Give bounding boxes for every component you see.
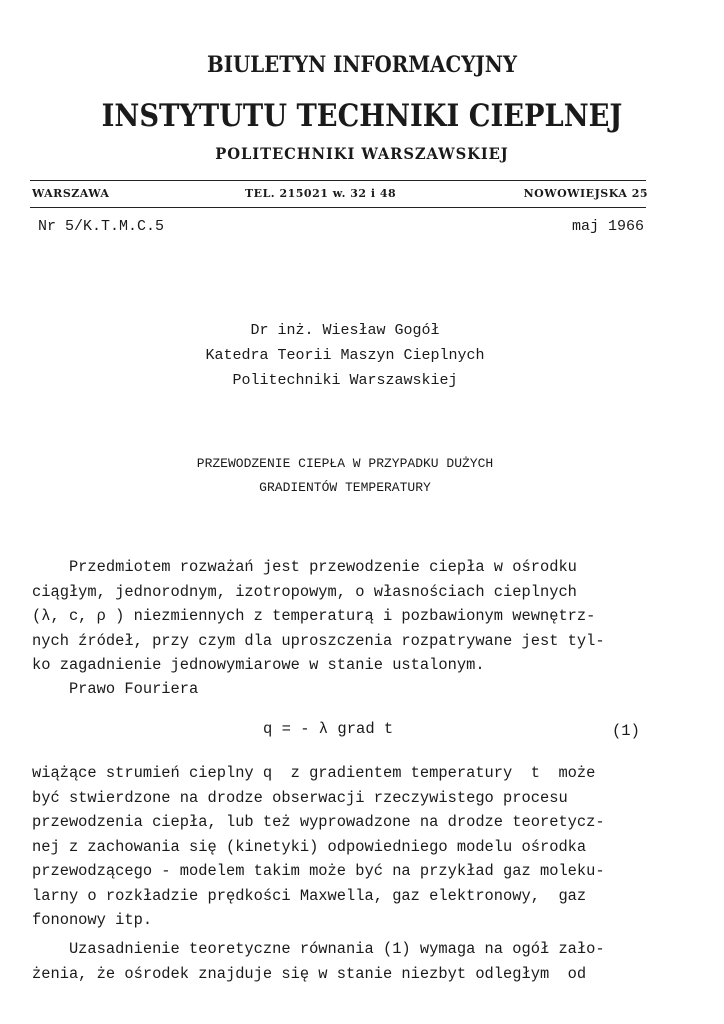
paper-title-line-1: PRZEWODZENIE CIEPŁA W PRZYPADKU DUŻYCH	[196, 456, 494, 471]
paragraph-line: fononowy itp.	[32, 911, 153, 929]
paragraph-line: Przedmiotem rozważań jest przewodzenie ciepła w ośrodku	[32, 558, 577, 576]
paragraph-line: Uzasadnienie teoretyczne równania (1) wymaga na ogół zało-	[32, 940, 605, 958]
paragraph-line: nej z zachowania się (kinetyki) odpowiedniego modelu ośrodka	[32, 838, 587, 856]
header-city: WARSZAWA	[32, 187, 110, 200]
paragraph-line: Prawo Fouriera	[32, 680, 199, 698]
masthead-line-2: INSTYTUTU TECHNIKI CIEPLNEJ	[101, 98, 623, 134]
author-name: Dr inż. Wiesław Gogół	[250, 322, 440, 339]
header-rule-bottom	[30, 207, 646, 208]
author-institution: Politechniki Warszawskiej	[232, 372, 458, 389]
issue-date: maj 1966	[571, 218, 644, 235]
paragraph-line: ciągłym, jednorodnym, izotropowym, o własnościach cieplnych	[32, 583, 577, 601]
paragraph-line: ko zagadnienie jednowymiarowe w stanie ustalonym.	[32, 656, 485, 674]
author-department: Katedra Teorii Maszyn Cieplnych	[205, 347, 485, 364]
paper-title-line-2: GRADIENTÓW TEMPERATURY	[259, 480, 431, 495]
paragraph-line: larny o rozkładzie prędkości Maxwella, gaz elektronowy, gaz	[32, 887, 587, 905]
paragraph-line: wiążące strumień cieplny q z gradientem temperatury t może	[32, 764, 596, 782]
issue-number: Nr 5/K.T.M.C.5	[38, 218, 165, 235]
paragraph-line: nych źródeł, przy czym dla uproszczenia rozpatrywane jest tyl-	[32, 632, 605, 650]
header-rule-top	[30, 180, 646, 181]
header-address: NOWOWIEJSKA 25	[523, 187, 648, 200]
equation-fourier: q = - λ grad t	[263, 720, 394, 738]
paragraph-line: przewodzącego - modelem takim może być na przykład gaz moleku-	[32, 862, 605, 880]
masthead-line-1: BIULETYN INFORMACYJNY	[206, 52, 518, 78]
paragraph-line: być stwierdzone na drodze obserwacji rzeczywistego procesu	[32, 789, 568, 807]
equation-number: (1)	[612, 722, 640, 740]
paragraph-line: przewodzenia ciepła, lub też wyprowadzone na drodze teoretycz-	[32, 813, 605, 831]
paragraph-line: żenia, że ośrodek znajduje się w stanie niezbyt odległym od	[32, 965, 587, 983]
masthead-line-3: POLITECHNIKI WARSZAWSKIEJ	[215, 144, 509, 163]
header-phone: TEL. 215021 w. 32 i 48	[245, 187, 397, 200]
paragraph-line: (λ, c, ρ ) niezmiennych z temperaturą i pozbawionym wewnętrz-	[32, 607, 596, 625]
